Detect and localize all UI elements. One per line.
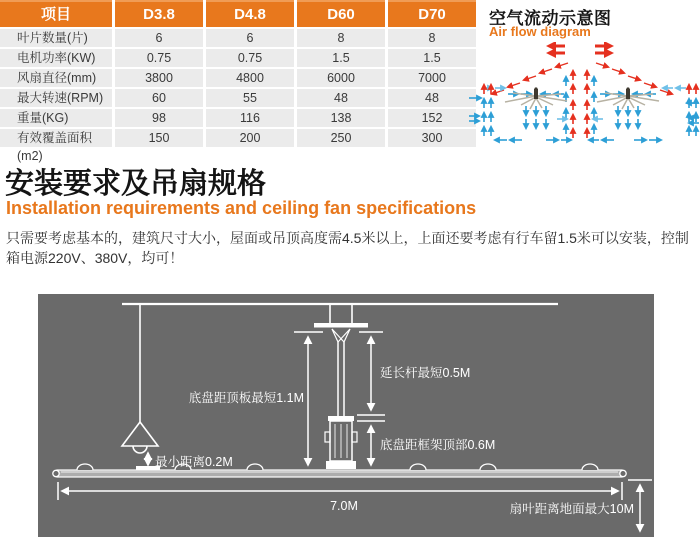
spec-table — [0, 0, 476, 163]
hvls-fan-icon — [505, 87, 567, 109]
spec-value: 0.75 — [115, 49, 203, 67]
spec-value: 6000 — [297, 69, 385, 87]
dim-label-extension-rod: 延长杆最短0.5M — [380, 366, 471, 380]
spec-value: 200 — [206, 129, 294, 147]
fan-motor-icon — [325, 416, 357, 469]
spec-value: 3800 — [115, 69, 203, 87]
spec-value: 138 — [297, 109, 385, 127]
spec-value: 250 — [297, 129, 385, 147]
spec-value: 7000 — [388, 69, 476, 87]
dim-label-base-to-ceiling: 底盘距顶板最短1.1M — [188, 391, 304, 405]
spec-value: 98 — [115, 109, 203, 127]
airflow-title: 空气流动示意图 — [489, 9, 612, 28]
installation-diagram-panel — [38, 294, 654, 537]
spec-row-label: 叶片数量(片) — [0, 29, 112, 47]
side-inflow-arrows-icon — [469, 98, 699, 123]
dim-span — [58, 482, 622, 500]
spec-value: 60 — [115, 89, 203, 107]
installation-diagram-icon — [38, 294, 654, 537]
spec-row-label: 最大转速(RPM) — [0, 89, 112, 107]
spec-value: 116 — [206, 109, 294, 127]
section-title: 安装要求及吊扇规格 — [5, 168, 267, 200]
downdraft-arrows-icon — [526, 106, 638, 128]
spec-value: 48 — [297, 89, 385, 107]
spec-value: 8 — [388, 29, 476, 47]
hvls-fan-icon — [597, 87, 659, 109]
airflow-subtitle: Air flow diagram — [489, 24, 591, 39]
dim-label-blade-to-ground: 扇叶距离地面最大10M — [509, 502, 634, 516]
spec-header-cell: D60 — [297, 0, 385, 27]
spec-value: 0.75 — [206, 49, 294, 67]
spec-row-label: 重量(KG) — [0, 109, 112, 127]
airflow-diagram-icon — [468, 42, 700, 150]
dim-label-span: 7.0M — [330, 499, 358, 513]
spec-header-cell: D3.8 — [115, 0, 203, 27]
spec-value: 8 — [297, 29, 385, 47]
spec-header-cell: D4.8 — [206, 0, 294, 27]
spec-row-label: 有效覆盖面积(m2) — [0, 129, 112, 147]
spec-value: 1.5 — [388, 49, 476, 67]
center-updraft-arrows-icon — [566, 71, 594, 138]
spec-value: 1.5 — [297, 49, 385, 67]
spec-row-label: 电机功率(KW) — [0, 49, 112, 67]
section-subtitle: Installation requirements and ceiling fan specifications — [6, 198, 477, 218]
dim-label-base-to-frame: 底盘距框架顶部0.6M — [380, 438, 496, 452]
hanging-light-icon — [122, 304, 158, 453]
spec-value: 6 — [206, 29, 294, 47]
spec-value: 6 — [115, 29, 203, 47]
spec-header-cell: D70 — [388, 0, 476, 27]
spec-value: 152 — [388, 109, 476, 127]
fan-mount-icon — [314, 304, 368, 416]
section-body-text: 只需要考虑基本的，建筑尺寸大小，屋面或吊顶高度需4.5米以上，上面还要考虑有行车留1.5米可以安装，控制箱电源220V、380V，均可！ — [6, 230, 689, 266]
spec-value: 150 — [115, 129, 203, 147]
spec-row-label: 风扇直径(mm) — [0, 69, 112, 87]
dim-label-min-distance: 最小距离0.2M — [155, 455, 233, 469]
return-flow-dashed-arrows-icon — [492, 63, 672, 94]
spec-value: 300 — [388, 129, 476, 147]
spec-header-cell: 项目 — [0, 0, 112, 27]
spec-value: 4800 — [206, 69, 294, 87]
upper-wall-arrows-icon — [482, 88, 686, 119]
spec-value: 48 — [388, 89, 476, 107]
spec-value: 55 — [206, 89, 294, 107]
ceiling-outflow-arrows-icon — [549, 46, 611, 53]
